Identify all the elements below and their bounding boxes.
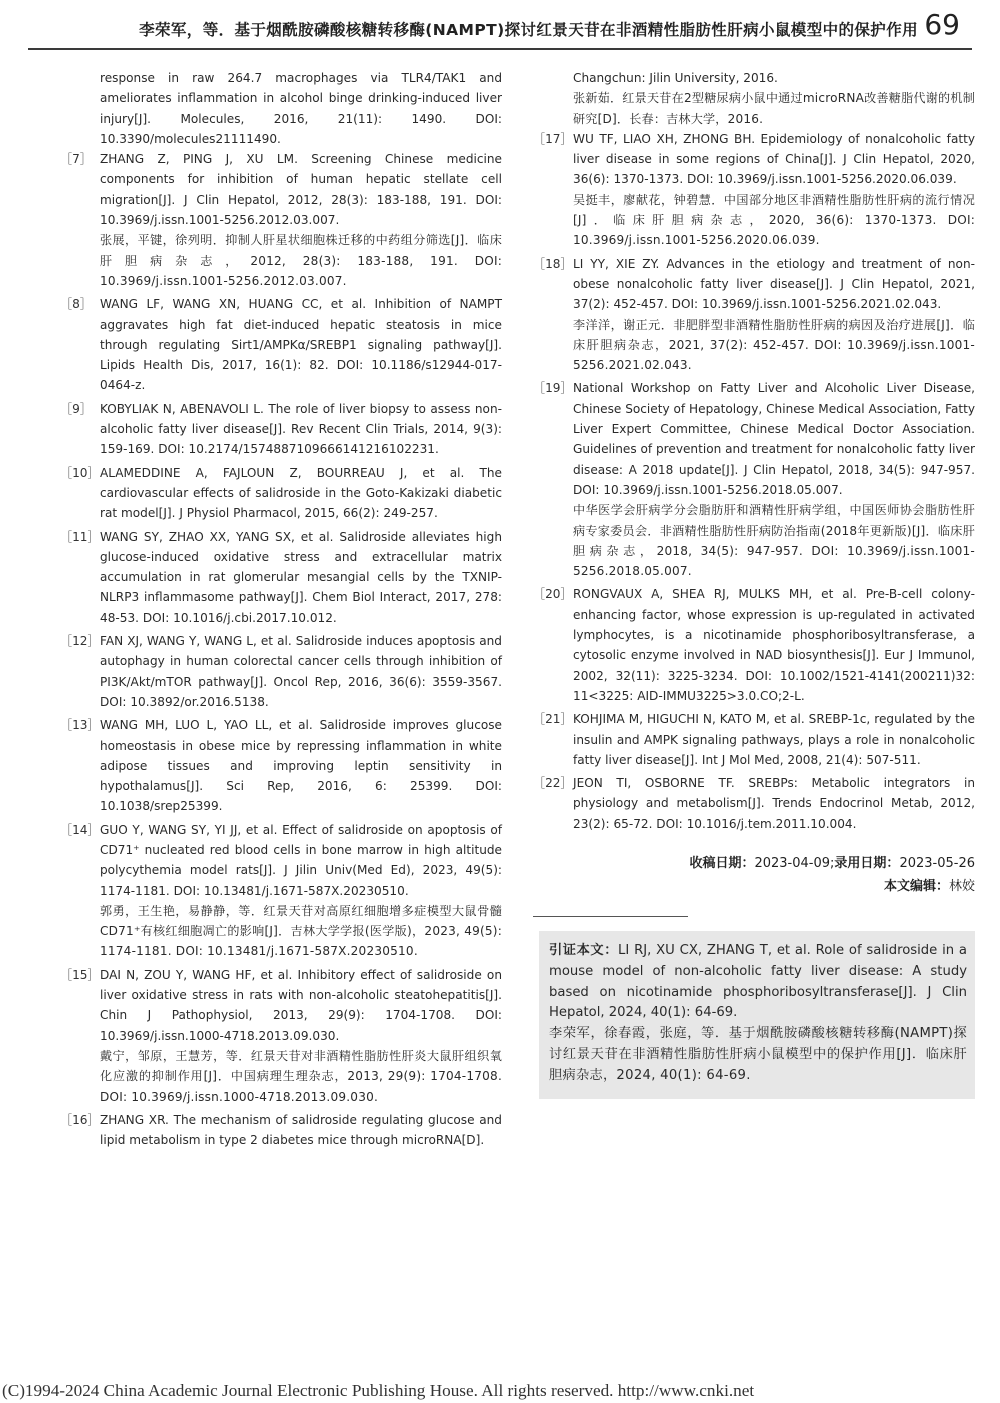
left-column [60, 68, 502, 1150]
reference-continued [60, 68, 502, 149]
reference-number: ［18］ [533, 256, 573, 271]
reference-item [533, 378, 975, 581]
reference-number: ［20］ [533, 587, 573, 602]
citation-label: 引证本文： [549, 942, 619, 958]
reference-text: KOHJIMA M, HIGUCHI N, KATO M, et al. SREBP-1c, regulated by the insulin and AMPK signaling pathways, plays a role in nonalcoholic fatty liver disease[J]. Int J Mol Med, 2008, 21(4): 507-511. [573, 712, 975, 767]
reference-item [533, 129, 975, 251]
reference-text-chinese: 中华医学会肝病学分会脂肪肝和酒精性肝病学组，中国医师协会脂肪性肝病专家委员会．非酒精性脂肪性肝病防治指南(2018年更新版)[J]．临床肝胆病杂志，2018, 34(5): 947-957. DOI: 10.3969/j.issn.1001-5256.2018.05.007. [573, 503, 975, 579]
reference-text: ALAMEDDINE A, FAJLOUN Z, BOURREAU J, et al. The cardiovascular effects of salidroside in the Goto-Kakizaki diabetic rat model[J]. J Physiol Pharmacol, 2015, 66(2): 249-257. [100, 465, 502, 521]
reference-number: ［19］ [533, 381, 573, 396]
reference-text-chinese: 戴宁，邹原，王慧芳，等．红景天苷对非酒精性脂肪性肝炎大鼠肝组织氧化应激的抑制作用[J]．中国病理生理杂志，2013, 29(9): 1704-1708. DOI: 10.3969/j.issn.1000-4718.2013.09.030. [100, 1048, 502, 1104]
reference-text: WANG LF, WANG XN, HUANG CC, et al. Inhibition of NAMPT aggravates high fat diet-induced hepatic steatosis in mice through regulating Sirt1/AMPKα/SREBP1 signaling pathway[J]. Lipids Health Dis, 2017, 16(1): 82. DOI: 10.1186/s12944-017-0464-z. [100, 297, 502, 393]
reference-text: RONGVAUX A, SHEA RJ, MULKS MH, et al. Pre-B-cell colony-enhancing factor, whose expression is up-regulated in activated lymphocytes, is a nicotinamide phosphoribosyltransferase, a cytosolic enzyme involved in NAD biosynthesis[J]. Eur J Immunol, 2002, 32(11): 3225-3234. DOI: 10.1002/1521-4141(200211)32: 11<3225: AID-IMMU3225>3.0.CO;2-L. [573, 587, 975, 703]
reference-continued [533, 68, 975, 129]
editor-name: 林姣 [948, 878, 975, 894]
received-date: 2023-04-09 [754, 855, 831, 871]
reference-text: FAN XJ, WANG Y, WANG L, et al. Salidroside induces apoptosis and autophagy in human colorectal cancer cells through inhibition of PI3K/Akt/mTOR pathway[J]. Oncol Rep, 2016, 36(6): 3559-3567. DOI: 10.3892/or.2016.5138. [100, 634, 502, 709]
reference-number: ［9］ [60, 401, 92, 416]
reference-number: ［17］ [533, 131, 573, 146]
reference-item [533, 709, 975, 770]
reference-text-chinese: 张展，平键，徐列明．抑制人肝星状细胞株迁移的中药组分筛选[J]．临床肝胆病杂志，2012, 28(3): 183-188, 191. DOI: 10.3969/j.issn.1001-5256.2012.03.007. [100, 233, 502, 288]
reference-number: ［21］ [533, 712, 573, 727]
reference-item [533, 584, 975, 706]
reference-number: ［22］ [533, 776, 573, 791]
reference-text-chinese: 郭勇，王生艳，易静静，等．红景天苷对高原红细胞增多症模型大鼠骨髓CD71⁺有核红细胞凋亡的影响[J]．吉林大学学报(医学版)，2023, 49(5): 1174-1181. DOI: 10.13481/j.1671-587X.20230510. [100, 903, 502, 959]
reference-item [60, 631, 502, 712]
received-label: 收稿日期： [689, 855, 755, 871]
reference-item [533, 254, 975, 376]
editor-line [533, 875, 975, 898]
reference-text-chinese: 吴挺丰，廖献花，钟碧慧．中国部分地区非酒精性脂肪性肝病的流行情况[J]．临床肝胆病杂志，2020, 36(6): 1370-1373. DOI: 10.3969/j.issn.1001-5256.2020.06.039. [573, 192, 975, 248]
reference-item [60, 1110, 502, 1151]
reference-text-chinese: 张新茹．红景天苷在2型糖尿病小鼠中通过microRNA改善糖脂代谢的机制研究[D]．长春：吉林大学，2016. [573, 91, 975, 126]
reference-list-left [60, 149, 502, 1150]
accepted-label: 录用日期： [834, 855, 900, 871]
reference-number: ［16］ [60, 1112, 100, 1127]
reference-text-chinese: 李洋洋，谢正元．非肥胖型非酒精性脂肪性肝病的病因及治疗进展[J]．临床肝胆病杂志，2021, 37(2): 452-457. DOI: 10.3969/j.issn.1001-5256.2021.02.043. [573, 317, 975, 373]
article-dates [533, 852, 975, 898]
reference-number: ［15］ [60, 967, 100, 982]
reference-text: WANG SY, ZHAO XX, YANG SX, et al. Salidroside alleviates high glucose-induced oxidative stress and extracellular matrix accumulation in rat glomerular mesangial cells by the TXNIP-NLRP3 inflammasome pathway[J]. Chem Biol Interact, 2017, 278: 48-53. DOI: 10.1016/j.cbi.2017.10.012. [100, 529, 502, 625]
reference-text: LI YY, XIE ZY. Advances in the etiology and treatment of non-obese nonalcoholic fatty liver disease[J]. J Clin Hepatol, 2021, 37(2): 452-457. DOI: 10.3969/j.issn.1001-5256.2021.02.043. [573, 256, 975, 312]
reference-number: ［10］ [60, 465, 100, 480]
page-header [0, 0, 1000, 50]
citation-english: LI RJ, XU CX, ZHANG T, et al. Role of salidroside in a mouse model of non-alcoholic fatty liver disease: A study based on nicotinamide phosphoribosyltransferase[J]. J Clin Hepatol, 2024, 40(1): 64-69. [549, 942, 968, 1021]
citation-chinese: 李荣军，徐春霞，张庭，等．基于烟酰胺磷酸核糖转移酶(NAMPT)探讨红景天苷在非酒精性脂肪性肝病小鼠模型中的保护作用[J]．临床肝胆病杂志，2024, 40(1): 64-69. [549, 1026, 967, 1083]
section-divider [533, 916, 688, 917]
reference-item [60, 463, 502, 524]
reference-text: DAI N, ZOU Y, WANG HF, et al. Inhibitory effect of salidroside on liver oxidative stress in rats with non-alcoholic steatohepatitis[J]. Chin J Pathophysiol, 2013, 29(9): 1704-1708. DOI: 10.3969/j.issn.1000-4718.2013.09.030. [100, 967, 502, 1043]
received-accepted-line [533, 852, 975, 875]
page-number: 69 [924, 8, 960, 41]
date-separator: ; [830, 855, 835, 871]
reference-number: ［11］ [60, 529, 100, 544]
reference-text: KOBYLIAK N, ABENAVOLI L. The role of liver biopsy to assess non-alcoholic fatty liver disease[J]. Rev Recent Clin Trials, 2014, 9(3): 159-169. DOI: 10.2174/1574887109666141216102231. [100, 401, 502, 457]
editor-label: 本文编辑： [883, 878, 949, 894]
reference-item [60, 715, 502, 816]
reference-text: ZHANG XR. The mechanism of salidroside regulating glucose and lipid metabolism in type 2 diabetes mice through microRNA[D]. [100, 1112, 502, 1148]
reference-text: WANG MH, LUO L, YAO LL, et al. Salidroside improves glucose homeostasis in obese mice by repressing inflammation in white adipose tissues and improving leptin sensitivity in hypothalamus[J]. Sci Rep, 2016, 6: 25399. DOI: 10.1038/srep25399. [100, 718, 502, 814]
reference-number: ［13］ [60, 718, 100, 733]
reference-item [60, 399, 502, 460]
reference-item [60, 965, 502, 1107]
reference-text: GUO Y, WANG SY, YI JJ, et al. Effect of salidroside on apoptosis of CD71⁺ nucleated red blood cells in bone marrow in high altitude polycythemia model rats[J]. J Jilin Univ(Med Ed), 2023, 49(5): 1174-1181. DOI: 10.13481/j.1671-587X.20230510. [100, 822, 502, 898]
copyright-footer: (C)1994-2024 China Academic Journal Electronic Publishing House. All rights reserved. http://www.cnki.net [2, 1381, 755, 1400]
right-column [533, 68, 975, 1099]
reference-text: response in raw 264.7 macrophages via TLR4/TAK1 and ameliorates inflammation in alcohol binge drinking-induced liver injury[J]. Molecules, 2016, 21(11): 1490. DOI: 10.3390/molecules21111490. [100, 71, 502, 146]
citation-box [539, 931, 975, 1099]
reference-number: ［12］ [60, 634, 100, 649]
reference-item [60, 149, 502, 291]
reference-text: JEON TI, OSBORNE TF. SREBPs: Metabolic integrators in physiology and metabolism[J]. Trends Endocrinol Metab, 2012, 23(2): 65-72. DOI: 10.1016/j.tem.2011.10.004. [573, 776, 975, 831]
reference-item [60, 820, 502, 962]
reference-list-right [533, 129, 975, 834]
reference-item [60, 294, 502, 395]
reference-text: WU TF, LIAO XH, ZHONG BH. Epidemiology of nonalcoholic fatty liver disease in some regions of China[J]. J Clin Hepatol, 2020, 36(6): 1370-1373. DOI: 10.3969/j.issn.1001-5256.2020.06.039. [573, 131, 975, 187]
reference-text: National Workshop on Fatty Liver and Alcoholic Liver Disease, Chinese Society of Hepatology, Chinese Medical Association, Fatty Liver Expert Committee, Chinese Medical Doctor Association. Guidelines of prevention and treatment for nonalcoholic fatty liver disease: A 2018 update[J]. J Clin Hepatol, 2018, 34(5): 947-957. DOI: 10.3969/j.issn.1001-5256.2018.05.007. [573, 381, 975, 497]
reference-text: Changchun: Jilin University, 2016. [573, 71, 778, 85]
reference-number: ［14］ [60, 822, 100, 837]
reference-item [533, 773, 975, 834]
reference-number: ［8］ [60, 297, 92, 312]
header-rule [28, 48, 972, 50]
accepted-date: 2023-05-26 [899, 855, 975, 871]
reference-text: ZHANG Z, PING J, XU LM. Screening Chinese medicine components for inhibition of human hepatic stellate cell migration[J]. J Clin Hepatol, 2012, 28(3): 183-188, 191. DOI: 10.3969/j.issn.1001-5256.2012.03.007. [100, 152, 502, 228]
reference-number: ［7］ [60, 152, 92, 167]
running-title: 李荣军，等．基于烟酰胺磷酸核糖转移酶(NAMPT)探讨红景天苷在非酒精性脂肪性肝病小鼠模型中的保护作用 [139, 21, 918, 39]
reference-item [60, 527, 502, 628]
